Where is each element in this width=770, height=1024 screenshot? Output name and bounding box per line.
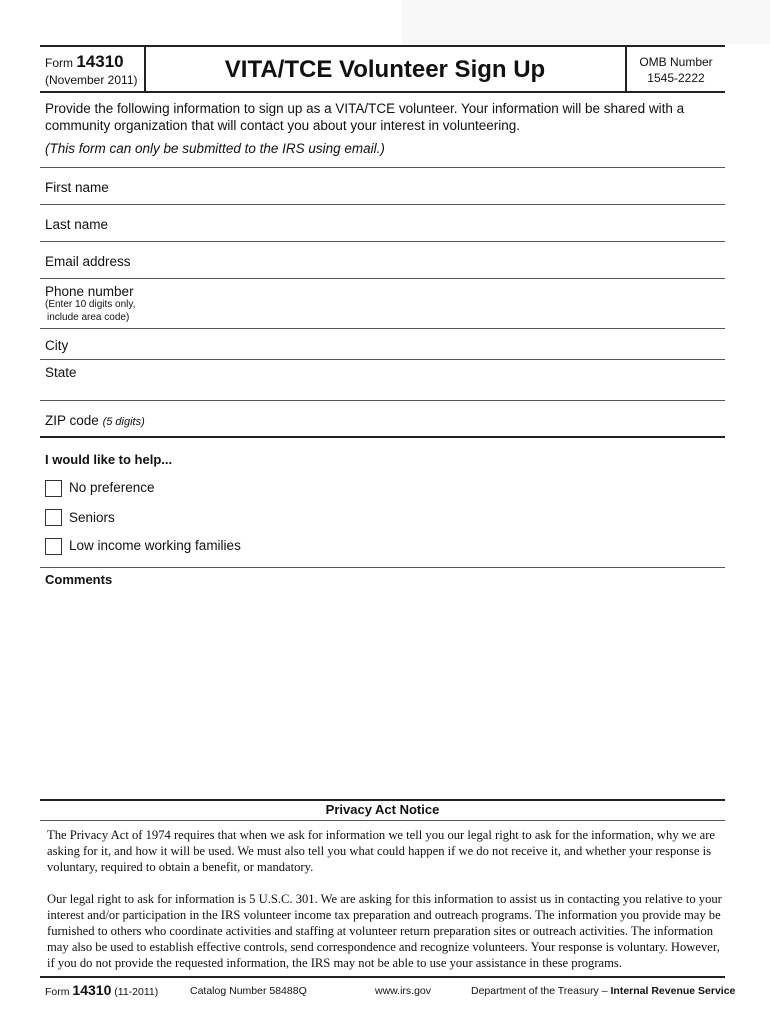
form-prefix: Form [45, 56, 73, 70]
comments-field[interactable] [40, 592, 725, 797]
footer-rule [40, 976, 725, 978]
seniors-label: Seniors [69, 510, 115, 525]
zip-hint: (5 digits) [102, 416, 145, 428]
privacy-top-rule [40, 799, 725, 801]
phone-label: Phone number [45, 284, 134, 299]
no-preference-label: No preference [69, 480, 155, 495]
footer-department [471, 985, 735, 997]
city-field[interactable] [40, 359, 725, 360]
email-label: Email address [45, 254, 131, 269]
omb-label: OMB Number [639, 55, 713, 69]
rule [40, 167, 725, 168]
first-name-field[interactable] [40, 204, 725, 205]
last-name-label: Last name [45, 217, 109, 232]
privacy-heading-rule [40, 820, 725, 821]
form-date: (November 2011) [45, 73, 138, 87]
footer-catalog: Catalog Number 58488Q [190, 985, 307, 997]
no-preference-checkbox[interactable] [45, 480, 62, 497]
phone-field[interactable] [40, 328, 725, 329]
privacy-paragraph-2: Our legal right to ask for information is 5 U.S.C. 301. We are asking for this information to assist us in contacting you relative to your interest and/or participation in the IRS volunteer income tax preparation and outreach programs. The information you provide may be furnished to others who coordinate activities and staffing at volunteer return preparation sites or outreach activities. The information may also be used to establish effective controls, send correspondence and recognize volunteers. Your response is voluntary. However, if you do not provide the requested information, the IRS may not be able to use your assistance in these programs. [47, 892, 722, 970]
page-title: VITA/TCE Volunteer Sign Up [224, 56, 546, 83]
rule [40, 567, 725, 568]
corner-shading [402, 0, 770, 44]
last-name-field[interactable] [40, 241, 725, 242]
footer-form-number: 14310 [72, 982, 112, 998]
city-label: City [45, 338, 69, 353]
privacy-paragraph-1: The Privacy Act of 1974 requires that when we ask for information we tell you our legal right to ask for the information, why we are asking for it, and how it will be used. We must also tell you what could happen if we do not receive it, and whether your response is voluntary, required to obtain a benefit, or mandatory. [47, 828, 715, 874]
footer-agency: Internal Revenue Service [610, 985, 736, 997]
zip-label-text: ZIP code [45, 413, 99, 428]
state-field[interactable] [40, 400, 725, 401]
help-heading: I would like to help... [45, 452, 173, 467]
first-name-label: First name [45, 180, 109, 195]
low-income-label: Low income working families [69, 538, 241, 553]
phone-hint-1: (Enter 10 digits only, [45, 299, 136, 310]
header-bottom-rule [40, 91, 725, 93]
form-number: 14310 [76, 52, 124, 71]
seniors-checkbox[interactable] [45, 509, 62, 526]
footer-revision: (11-2011) [114, 986, 159, 998]
intro-text: Provide the following information to sign up as a VITA/TCE volunteer. Your information will be shared with a community organization that will contact you about your interest in volunteering. [45, 101, 685, 133]
footer-website: www.irs.gov [375, 985, 432, 997]
omb-block [626, 54, 726, 86]
phone-hint-2: include area code) [47, 312, 130, 323]
low-income-checkbox[interactable] [45, 538, 62, 555]
email-note: (This form can only be submitted to the IRS using email.) [45, 141, 385, 156]
comments-heading: Comments [45, 572, 113, 587]
header-top-rule [40, 45, 725, 47]
form-id [45, 52, 124, 72]
privacy-heading: Privacy Act Notice [325, 802, 440, 817]
footer-form-id [45, 982, 158, 998]
state-label: State [45, 365, 77, 380]
zip-field[interactable] [40, 436, 725, 438]
omb-number: 1545-2222 [647, 71, 705, 85]
footer-form-prefix: Form [45, 986, 70, 998]
zip-label [45, 413, 145, 428]
email-field[interactable] [40, 278, 725, 279]
footer-dept: Department of the Treasury – [471, 985, 608, 997]
